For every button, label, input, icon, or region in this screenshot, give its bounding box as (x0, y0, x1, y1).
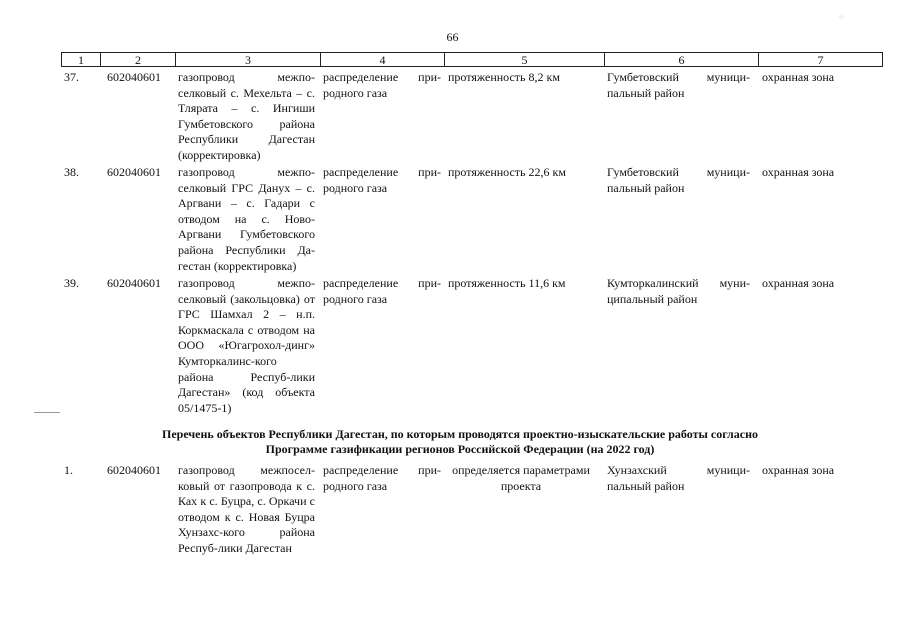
object-code: 602040601 (107, 70, 161, 84)
object-zone: охранная зона (762, 463, 835, 477)
column-header-1: 1 (62, 53, 101, 66)
scan-speck: ⁘ (838, 12, 846, 22)
object-zone: охранная зона (762, 165, 835, 179)
object-purpose: распределение при-родного газа (323, 463, 441, 493)
object-property: протяженность 22,6 км (448, 165, 566, 179)
section-title-line-1: Перечень объектов Республики Дагестан, по которым проводятся проектно-изыскательские работы согласно (161, 427, 759, 441)
column-header-7: 7 (817, 53, 824, 67)
object-zone: охранная зона (762, 276, 835, 290)
section-title-line-2: Программе газификации регионов Российской Федерации (на 2022 год) (265, 442, 655, 456)
column-header-5: 5 (445, 53, 605, 66)
object-purpose: распределение при-родного газа (323, 70, 441, 100)
row-number: 1. (64, 463, 73, 477)
object-name: газопровод межпо-селковый (закольцовка) от ГРС Шамхал 2 – н.п. Коркмаскала с отводом на ООО «Югагрохол-динг» Кумторкалинс-кого района Респуб-лики Дагестан» (код объекта 05/1475-1) (178, 276, 315, 415)
object-location: Гумбетовский муници-пальный район (607, 165, 750, 195)
object-code: 602040601 (107, 276, 161, 290)
table-column-header-row (61, 52, 883, 67)
object-location: Гумбетовский муници-пальный район (607, 70, 750, 100)
object-location: Кумторкалинский муни-ципальный район (607, 276, 750, 306)
object-location: Хунзахский муници-пальный район (607, 463, 750, 493)
row-number: 38. (64, 165, 79, 179)
row-number: 39. (64, 276, 79, 290)
object-name: газопровод межпо-селковый ГРС Данух – с. Аргвани – с. Гадари с отводом на с. Ново-Аргвани Гумбетовского района Республики Да-гестан (корректировка) (178, 165, 315, 273)
object-purpose: распределение при-родного газа (323, 165, 441, 195)
object-name: газопровод межпосел-ковый от газопровода к с. Ках к с. Буцра, с. Оркачи с отводом к с. Новая Буцра Хунзахс-кого района Респуб-лики Дагестан (178, 463, 315, 555)
object-property: протяженность 11,6 км (448, 276, 566, 290)
column-header-2: 2 (101, 53, 176, 66)
object-name: газопровод межпо-селковый с. Мехельта – с. Тлярата – с. Ингиши Гумбетовского района Республики Дагестан (корректировка) (178, 70, 315, 162)
object-zone: охранная зона (762, 70, 835, 84)
column-header-6: 6 (605, 53, 759, 66)
object-code: 602040601 (107, 463, 161, 477)
object-purpose: распределение при-родного газа (323, 276, 441, 306)
section-title (60, 427, 860, 457)
scan-speck (34, 412, 60, 413)
column-header-3: 3 (176, 53, 321, 66)
row-number: 37. (64, 70, 79, 84)
object-code: 602040601 (107, 165, 161, 179)
page-number: 66 (446, 30, 459, 44)
object-property: определяется параметрами проекта (452, 463, 590, 493)
column-header-4: 4 (321, 53, 445, 66)
object-property: протяженность 8,2 км (448, 70, 560, 84)
